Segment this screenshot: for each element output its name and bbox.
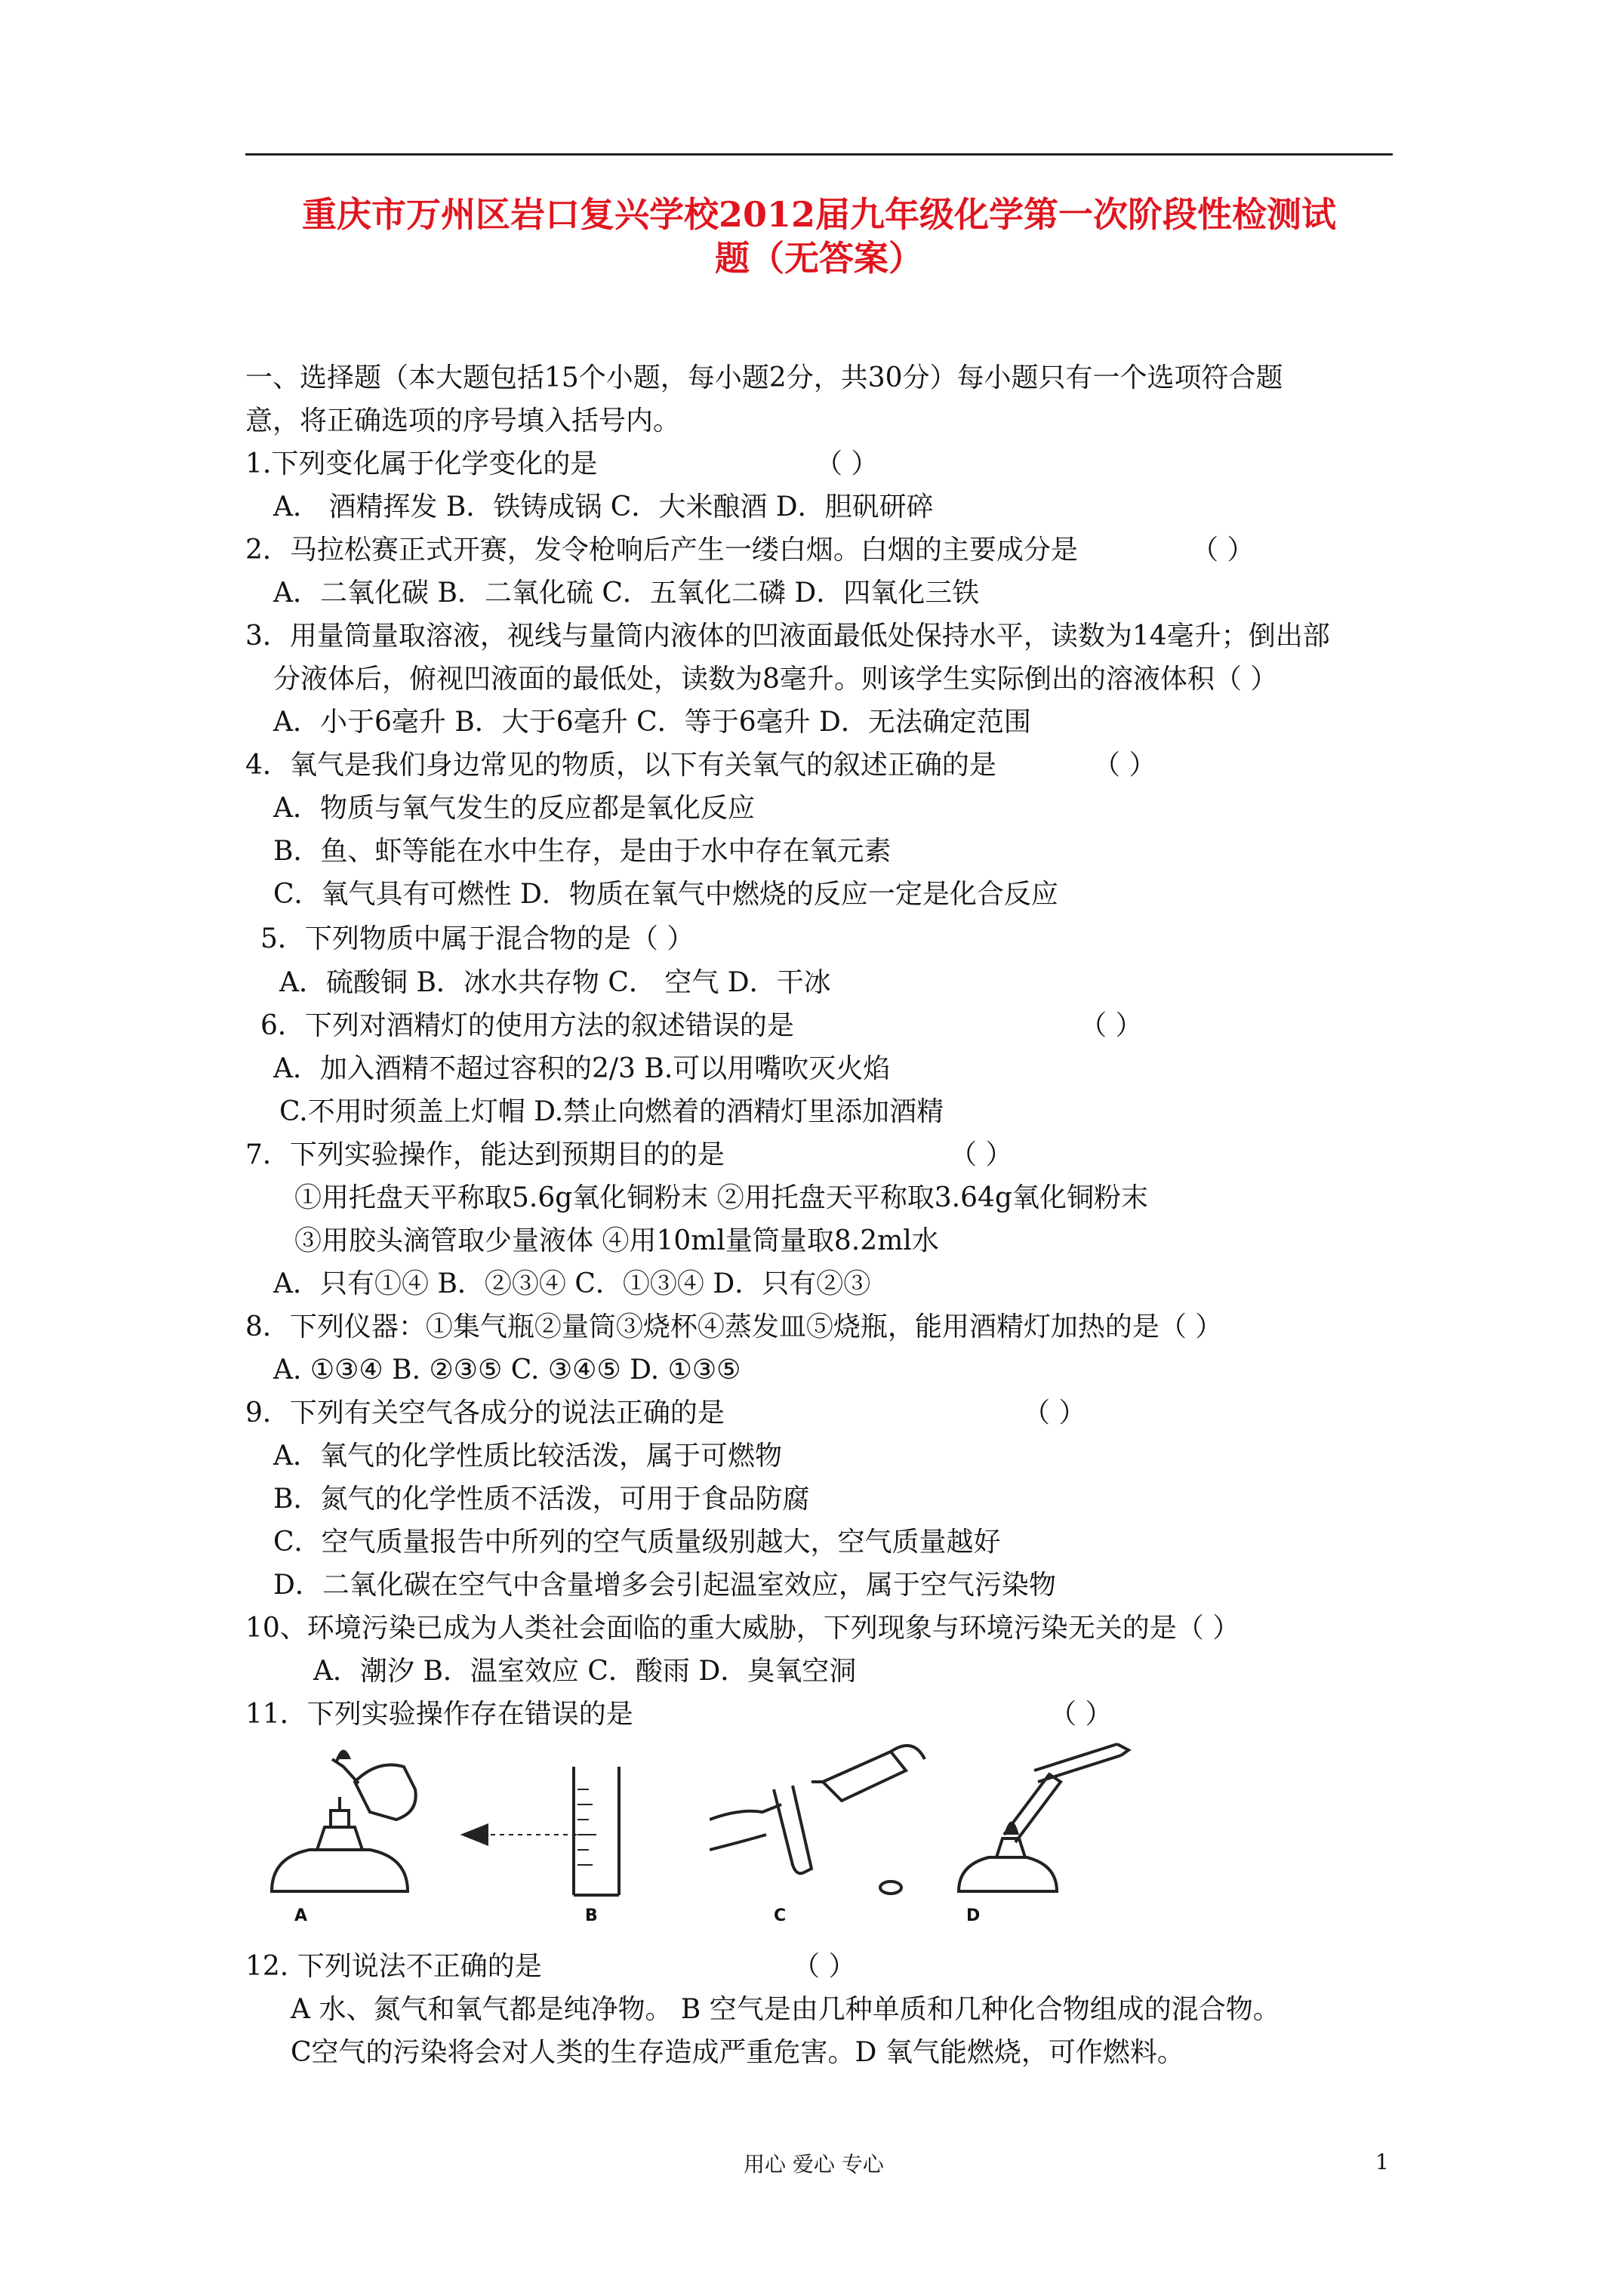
- question-1: 1.下列变化属于化学变化的是: [245, 448, 598, 479]
- question-4: 4．氧气是我们身边常见的物质，以下有关氧气的叙述正确的是: [245, 750, 996, 781]
- question-6-options-ab: A．加入酒精不超过容积的2/3 B.可以用嘴吹灭火焰: [273, 1053, 891, 1084]
- question-9-option-d: D．二氧化碳在空气中含量增多会引起温室效应，属于空气污染物: [273, 1570, 1056, 1601]
- question-1-options: A． 酒精挥发 B．铁铸成锅 C．大米酿酒 D．胆矾研碎: [273, 492, 934, 522]
- heating-test-tube-illustration: [944, 1737, 1140, 1903]
- question-3-line-1: 3．用量筒量取溶液，视线与量筒内液体的凹液面最低处保持水平，读数为14毫升；倒出部: [245, 621, 1330, 652]
- question-3-options: A．小于6毫升 B．大于6毫升 C．等于6毫升 D．无法确定范围: [273, 707, 1031, 738]
- question-2-options: A．二氧化碳 B．二氧化硫 C．五氧化二磷 D．四氧化三铁: [273, 578, 980, 609]
- section-heading-line-1: 一、选择题（本大题包括15个小题，每小题2分，共30分）每小题只有一个选项符合题: [245, 362, 1283, 393]
- section-heading-line-2: 意，将正确选项的序号填入括号内。: [245, 405, 681, 436]
- question-5: 5．下列物质中属于混合物的是（ ）: [260, 923, 694, 954]
- question-5-options: A．硫酸铜 B．冰水共存物 C． 空气 D．干冰: [279, 967, 831, 998]
- question-7: 7．下列实验操作，能达到预期目的的是: [245, 1139, 725, 1170]
- answer-bracket-q2: （ ）: [1191, 535, 1255, 566]
- page-footer: 用心 爱心 专心: [744, 2152, 884, 2177]
- question-9: 9．下列有关空气各成分的说法正确的是: [245, 1398, 725, 1428]
- question-8: 8．下列仪器：①集气瓶②量筒③烧杯④蒸发皿⑤烧瓶，能用酒精灯加热的是（ ）: [245, 1311, 1223, 1342]
- question-11: 11．下列实验操作存在错误的是: [245, 1699, 633, 1730]
- question-3-line-2: 分液体后，俯视凹液面的最低处，读数为8毫升。则该学生实际倒出的溶液体积（ ）: [273, 664, 1278, 695]
- question-12-options-ab: A 水、氮气和氧气都是纯净物。 B 空气是由几种单质和几种化合物组成的混合物。: [291, 1994, 1280, 2025]
- title-line-1: 重庆市万州区岩口复兴学校2012届九年级化学第一次阶段性检测试: [301, 194, 1337, 235]
- answer-bracket-q12: （ ）: [793, 1951, 856, 1982]
- question-10: 10、环境污染已成为人类社会面临的重大威胁，下列现象与环境污染无关的是（ ）: [245, 1613, 1240, 1644]
- question-4-option-b: B．鱼、虾等能在水中生存，是由于水中存在氧元素: [273, 836, 892, 867]
- question-2: 2．马拉松赛正式开赛，发令枪响后产生一缕白烟。白烟的主要成分是: [245, 535, 1078, 566]
- question-6: 6．下列对酒精灯的使用方法的叙述错误的是: [260, 1010, 794, 1041]
- question-7-items-34: ③用胶头滴管取少量液体 ④用10ml量筒量取8.2ml水: [294, 1225, 939, 1256]
- answer-bracket-q1: （ ）: [815, 448, 879, 479]
- answer-bracket-q9: （ ）: [1023, 1398, 1086, 1428]
- figure-d: [944, 1737, 1140, 1925]
- question-4-option-a: A．物质与氧气发生的反应都是氧化反应: [273, 793, 755, 824]
- figure-b-label: B: [585, 1906, 598, 1925]
- figure-c-label: C: [774, 1906, 787, 1925]
- figure-b: [457, 1737, 645, 1925]
- question-7-options: A．只有①④ B．②③④ C．①③④ D．只有②③: [273, 1268, 871, 1299]
- question-11-figures: [264, 1737, 1140, 1925]
- answer-bracket-q6: （ ）: [1079, 1010, 1143, 1041]
- question-12-options-cd: C空气的污染将会对人类的生存造成严重危害。D 氧气能燃烧，可作燃料。: [291, 2037, 1184, 2068]
- question-9-option-c: C．空气质量报告中所列的空气质量级别越大，空气质量越好: [273, 1527, 1001, 1558]
- figure-a-label: A: [294, 1906, 308, 1925]
- alcohol-lamp-lighting-illustration: [264, 1737, 430, 1903]
- graduated-cylinder-reading-illustration: [457, 1737, 645, 1903]
- question-8-options: A. ①③④ B. ②③⑤ C. ③④⑤ D. ①③⑤: [273, 1354, 741, 1385]
- question-4-option-cd: C．氧气具有可燃性 D．物质在氧气中燃烧的反应一定是化合反应: [273, 879, 1058, 910]
- question-9-option-b: B．氮气的化学性质不活泼，可用于食品防腐: [273, 1484, 810, 1515]
- answer-bracket-q4: （ ）: [1093, 750, 1156, 781]
- page-title: [245, 193, 1393, 280]
- header-rule: [245, 153, 1393, 156]
- title-line-2: 题（无答案）: [715, 238, 923, 279]
- question-12: 12. 下列说法不正确的是: [245, 1951, 542, 1982]
- figure-a: [264, 1737, 430, 1925]
- question-9-option-a: A．氧气的化学性质比较活泼，属于可燃物: [273, 1441, 782, 1472]
- figure-c: [710, 1737, 929, 1925]
- question-6-options-cd: C.不用时须盖上灯帽 D.禁止向燃着的酒精灯里添加酒精: [279, 1096, 944, 1127]
- figure-d-label: D: [966, 1906, 981, 1925]
- question-10-options: A．潮汐 B．温室效应 C．酸雨 D．臭氧空洞: [313, 1656, 857, 1687]
- answer-bracket-q7: （ ）: [950, 1139, 1013, 1170]
- question-7-items-12: ①用托盘天平称取5.6g氧化铜粉末 ②用托盘天平称取3.64g氧化铜粉末: [294, 1182, 1148, 1213]
- page-number: 1: [1375, 2150, 1389, 2174]
- answer-bracket-q11: （ ）: [1049, 1699, 1113, 1730]
- pouring-liquid-illustration: [710, 1737, 929, 1903]
